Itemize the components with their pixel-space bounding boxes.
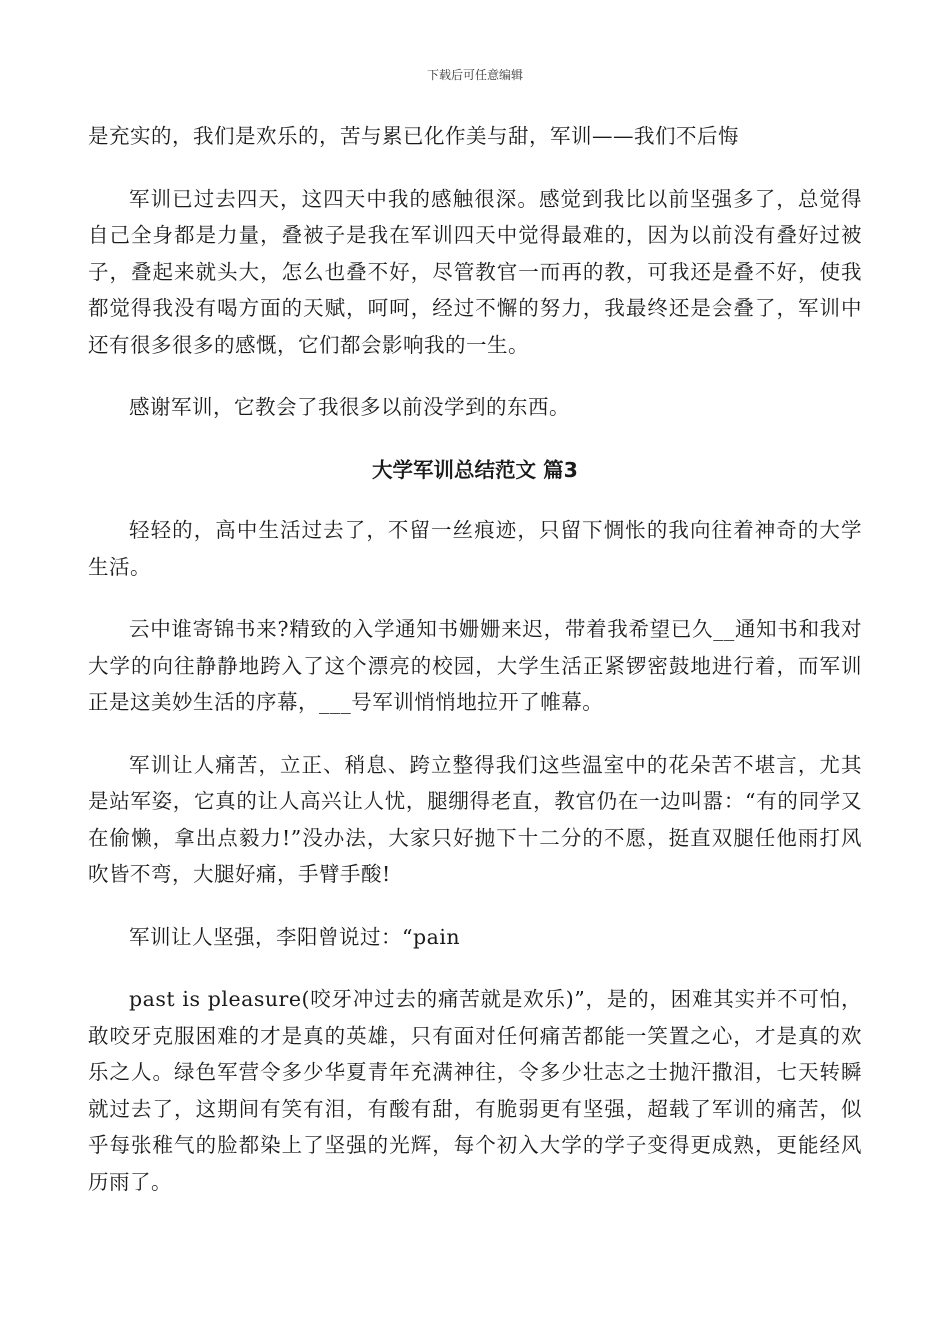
paragraph: 军训让人痛苦，立正、稍息、跨立整得我们这些温室中的花朵苦不堪言，尤其是站军姿，它真的让人高兴让人忧，腿绷得老直，教官仍在一边叫嚣：“有的同学又在偷懒，拿出点毅力!”没办法，大家只好抛下十二分的不愿，挺直双腿任他雨打风吹皆不弯，大腿好痛，手臂手酸! (88, 752, 862, 886)
paragraph: 军训让人坚强，李阳曾说过：“pain (129, 924, 461, 949)
document-body (88, 118, 862, 1226)
paragraph: 轻轻的，高中生活过去了，不留一丝痕迹，只留下惆怅的我向往着神奇的大学生活。 (88, 518, 862, 579)
paragraph: 云中谁寄锦书来?精致的入学通知书姗姗来迟，带着我希望已久__通知书和我对大学的向往静静地跨入了这个漂亮的校园，大学生活正紧锣密鼓地进行着，而军训正是这美妙生活的序幕，___号军训悄悄地拉开了帷幕。 (88, 617, 862, 714)
paragraph: 感谢军训，它教会了我很多以前没学到的东西。 (129, 395, 570, 419)
paragraph: past is pleasure(咬牙冲过去的痛苦就是欢乐)”，是的，困难其实并不可怕，敢咬牙克服困难的才是真的英雄，只有面对任何痛苦都能一笑置之心，才是真的欢乐之人。绿色军营令多少华夏青年充满神往，令多少壮志之士抛汗撒泪，七天转瞬就过去了，这期间有笑有泪，有酸有甜，有脆弱更有坚强，超载了军训的痛苦，似乎每张稚气的脸都染上了坚强的光辉，每个初入大学的学子变得更成熟，更能经风历雨了。 (88, 987, 862, 1194)
paragraph-continuation: 是充实的，我们是欢乐的，苦与累已化作美与甜，军训——我们不后悔 (88, 124, 739, 148)
page-header-note: 下载后可任意编辑 (426, 68, 523, 82)
section-title: 大学军训总结范文 篇3 (372, 457, 578, 482)
paragraph: 军训已过去四天，这四天中我的感触很深。感觉到我比以前坚强多了，总觉得自己全身都是力量，叠被子是我在军训四天中觉得最难的，因为以前没有叠好过被子，叠起来就头大，怎么也叠不好，尽管教官一而再的教，可我还是叠不好，使我都觉得我没有喝方面的天赋，呵呵，经过不懈的努力，我最终还是会叠了，军训中还有很多很多的感慨，它们都会影响我的一生。 (88, 186, 862, 357)
